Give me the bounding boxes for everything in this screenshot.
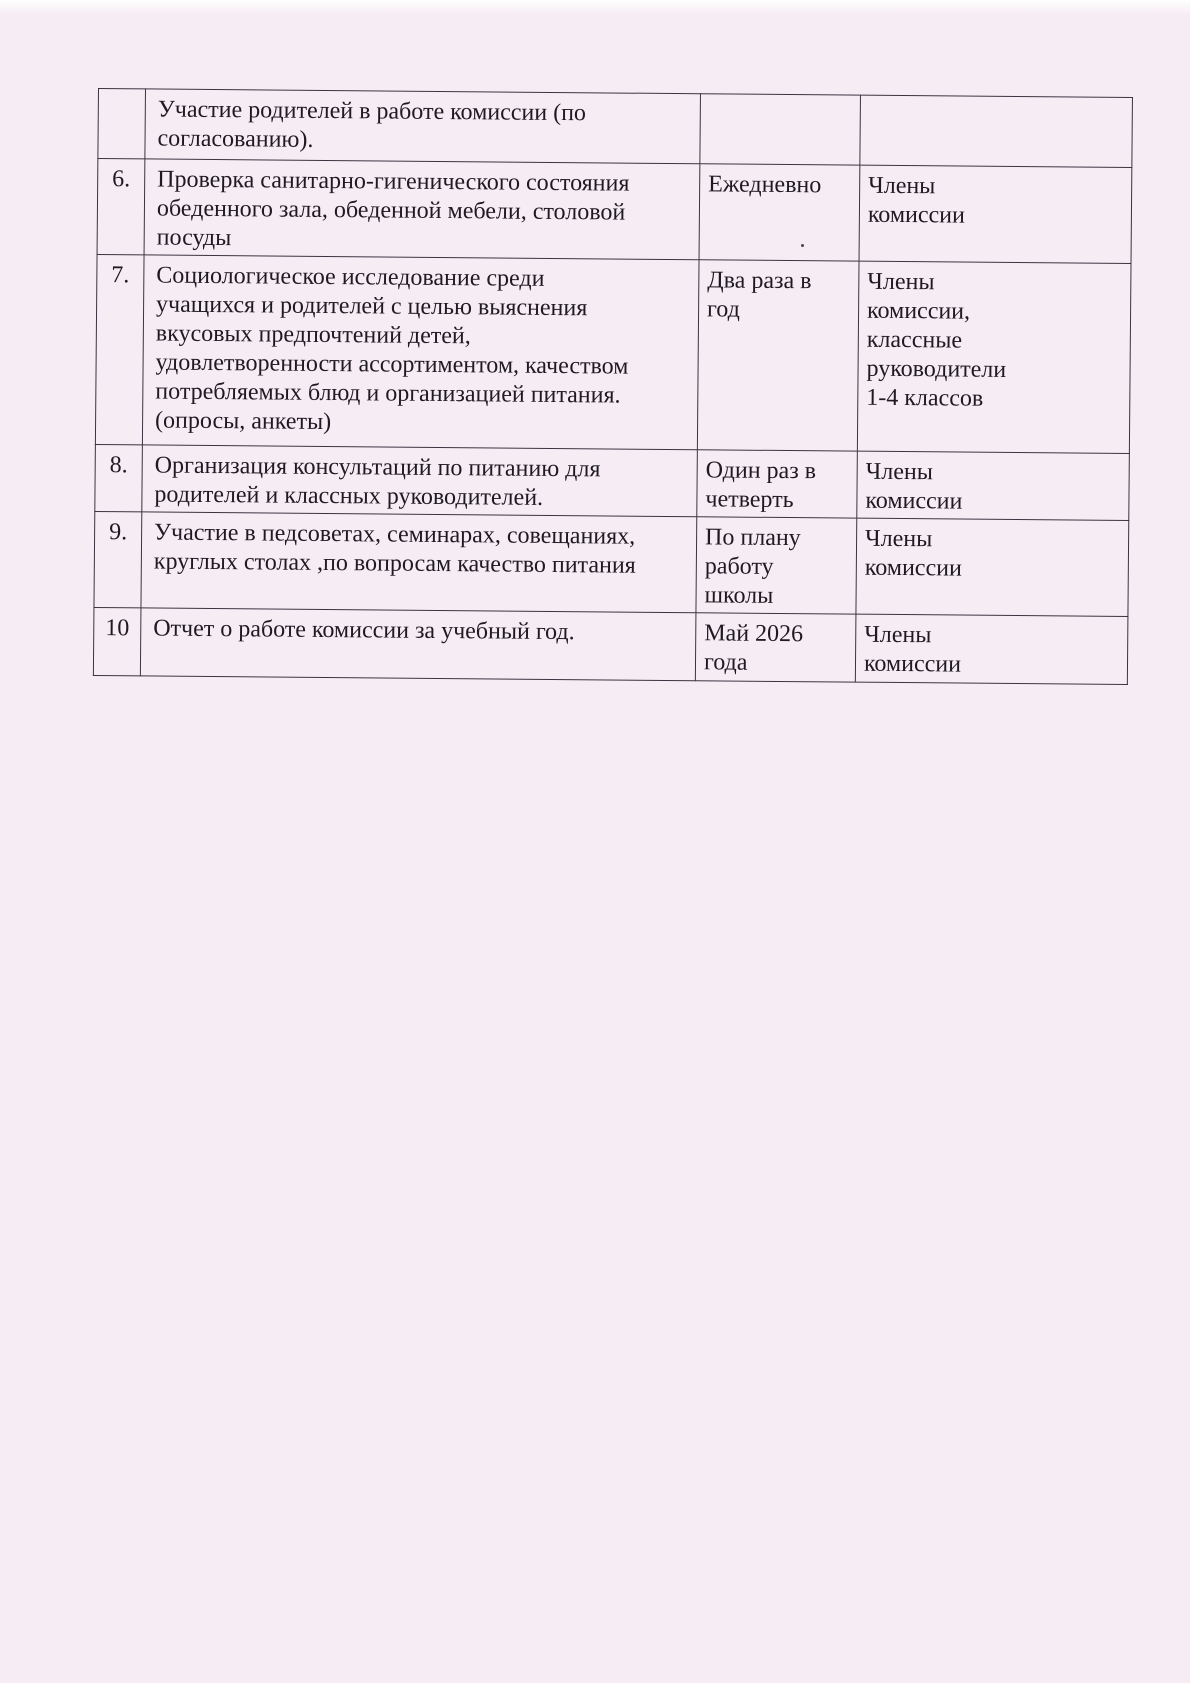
timing-cell	[697, 450, 858, 518]
row-number: 9.	[109, 519, 128, 546]
timing-cell	[696, 517, 857, 614]
plan-table	[93, 88, 1133, 685]
activity-text: Проверка санитарно-гигенического состояния обеденного зала, обеденной мебели, столовой посуды	[156, 166, 630, 252]
activity-text: Организация консультаций по питанию для родителей и классных руководителей.	[154, 452, 601, 511]
row-number-cell	[95, 254, 144, 444]
responsible-text: Члены комиссии	[864, 525, 962, 582]
timing-cell	[697, 260, 859, 451]
activity-text: Участие в педсоветах, семинарах, совещаниях, круглых столах ,по вопросам качество питания	[153, 519, 636, 579]
activity-text: Отчет о работе комиссии за учебный год.	[153, 615, 575, 646]
responsible-text: Члены комиссии	[863, 621, 962, 678]
activity-text: Участие родителей в работе комиссии (по согласованию).	[157, 96, 587, 153]
responsible-cell	[857, 451, 1130, 520]
activity-cell	[140, 608, 696, 681]
responsible-text: Члены комиссии, классные руководители 1-4 классов	[866, 268, 1007, 412]
timing-text: Два раза в год	[706, 267, 812, 323]
activity-cell	[145, 89, 701, 164]
responsible-text: Члены комиссии	[865, 458, 963, 515]
row-number-cell	[93, 607, 141, 675]
timing-text: Ежедневно	[708, 171, 822, 199]
activity-cell	[142, 255, 699, 450]
activity-cell	[144, 159, 700, 260]
row-number-cell	[97, 159, 145, 255]
table-row	[94, 511, 1129, 616]
row-number-cell	[98, 89, 146, 159]
table-row	[93, 607, 1128, 684]
row-number-cell	[94, 511, 142, 607]
row-number: 10	[105, 615, 130, 642]
responsible-cell	[860, 95, 1133, 167]
activity-cell	[141, 512, 697, 613]
stray-mark	[801, 244, 804, 247]
responsible-text: Члены комиссии	[867, 172, 966, 229]
responsible-cell	[856, 518, 1129, 616]
timing-cell	[699, 164, 860, 261]
table-row	[95, 254, 1131, 453]
table-row	[97, 159, 1132, 264]
row-number: 7.	[111, 262, 130, 289]
responsible-cell	[859, 165, 1132, 263]
table-row	[98, 89, 1133, 168]
responsible-cell	[855, 614, 1128, 684]
row-number-cell	[95, 444, 143, 511]
responsible-cell	[857, 261, 1131, 453]
activity-cell	[142, 445, 698, 517]
timing-text: Один раз в четверть	[705, 457, 817, 514]
scan-top-edge	[0, 0, 1190, 14]
row-number: 8.	[109, 452, 128, 479]
row-number: 6.	[112, 166, 131, 193]
timing-text: По плану работу школы	[704, 524, 801, 609]
timing-text: Май 2026 года	[703, 620, 804, 676]
table-row	[95, 444, 1130, 520]
timing-cell	[700, 94, 861, 165]
activity-text: Социологическое исследование среди учащихся и родителей с целью выяснения вкусовых предпочтений детей, удовлетворенности ассортиментом, качеством потребляемых блюд и организацией питания. (опросы, анкеты)	[154, 262, 629, 436]
timing-cell	[695, 613, 856, 682]
